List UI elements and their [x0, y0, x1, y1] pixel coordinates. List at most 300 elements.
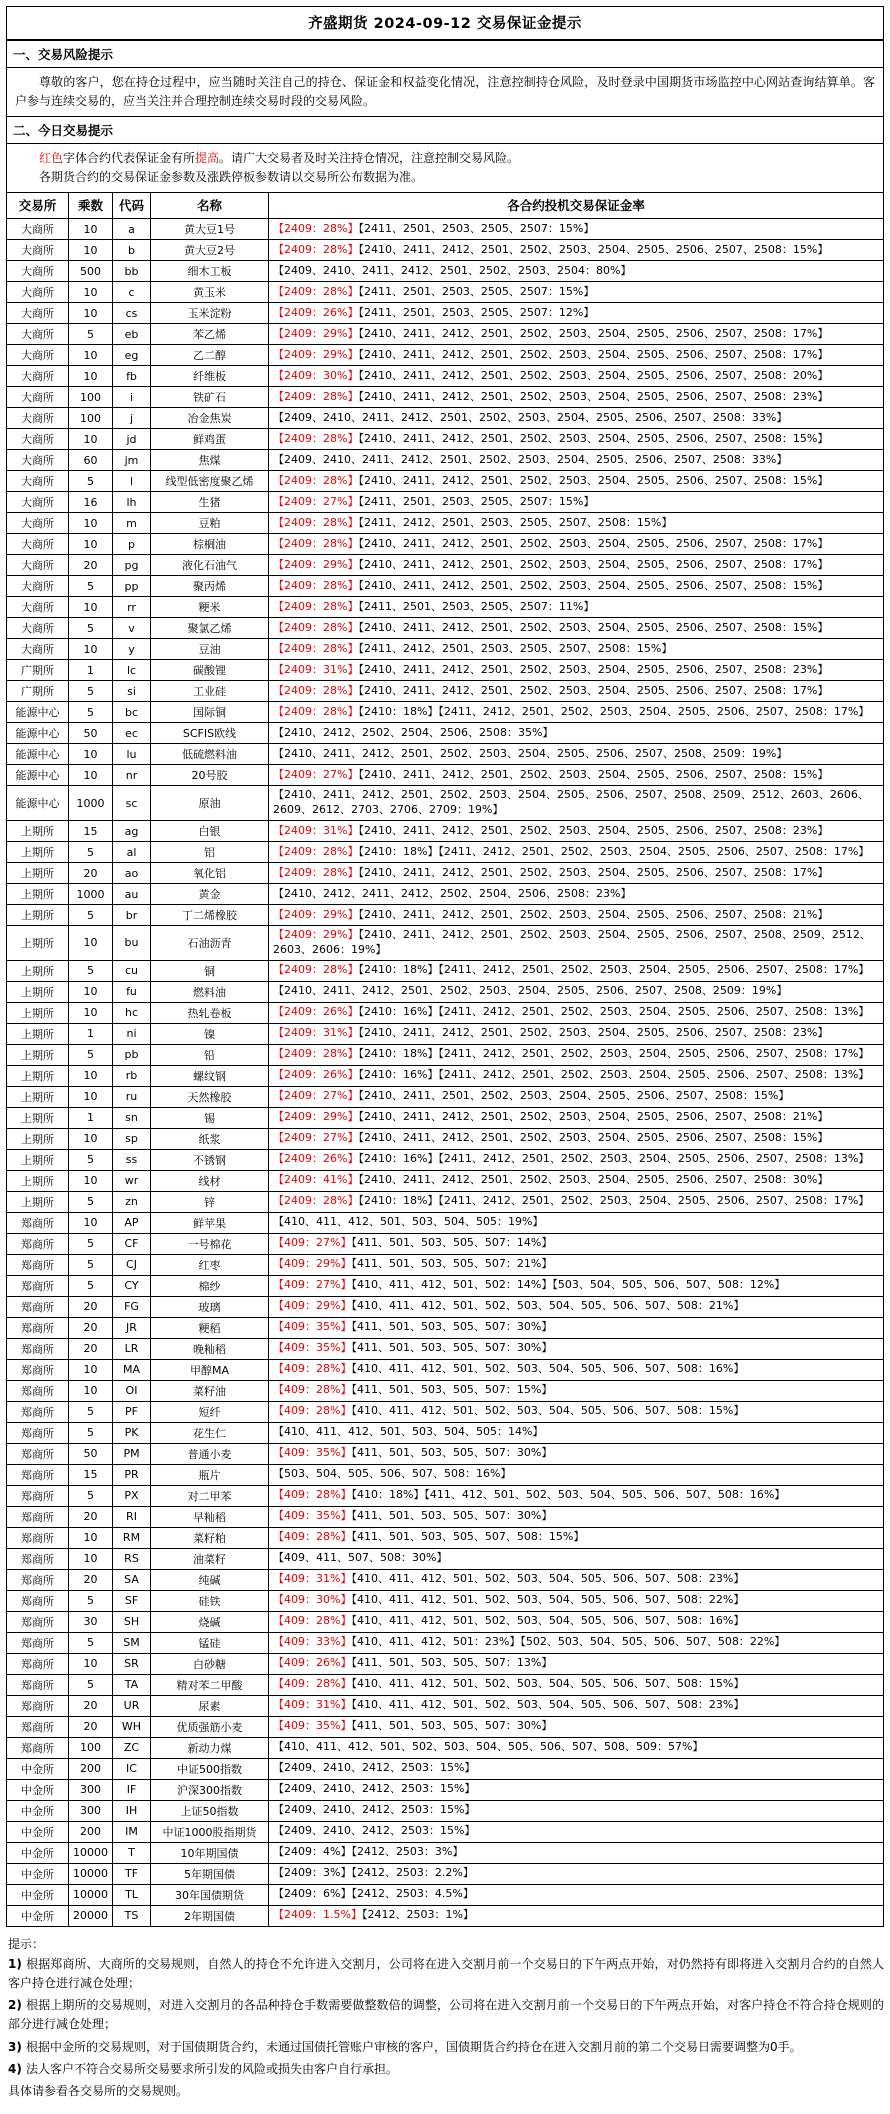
- cell-code: lu: [113, 744, 151, 765]
- rate-text: [273, 1215, 543, 1228]
- rate-increased: 【2409：28%】: [273, 284, 359, 298]
- rate-text: [273, 1572, 744, 1585]
- table-row: [7, 1821, 884, 1842]
- cell-code: ru: [113, 1086, 151, 1107]
- footer-item-number: 1): [8, 1956, 27, 1971]
- cell-name: 玻璃: [151, 1296, 269, 1317]
- table-row: [7, 1401, 884, 1422]
- risk-heading: 一、交易风险提示: [7, 41, 884, 68]
- cell-multiplier: 5: [69, 1401, 113, 1422]
- rate-normal: 【2410、2412、2411、2412、2502、2504、2506、2508：23%】: [273, 886, 632, 900]
- cell-rate: [269, 1275, 884, 1296]
- cell-multiplier: 5: [69, 1590, 113, 1611]
- cell-code: IF: [113, 1779, 151, 1800]
- cell-exchange: 大商所: [7, 345, 69, 366]
- footer-item: [8, 1955, 884, 1993]
- cell-exchange: 大商所: [7, 597, 69, 618]
- rate-increased: 【409：33%】: [273, 1635, 352, 1649]
- cell-multiplier: 5: [69, 324, 113, 345]
- footer-item-number: 3): [8, 2039, 27, 2054]
- cell-multiplier: 10: [69, 1212, 113, 1233]
- cell-exchange: 中金所: [7, 1863, 69, 1884]
- rate-text: [273, 1383, 552, 1396]
- cell-rate: [269, 1359, 884, 1380]
- cell-name: 瓶片: [151, 1464, 269, 1485]
- table-row: [7, 1611, 884, 1632]
- cell-code: wr: [113, 1170, 151, 1191]
- table-row: [7, 926, 884, 961]
- rate-text: [273, 1488, 785, 1501]
- cell-exchange: 上期所: [7, 884, 69, 905]
- cell-name: 花生仁: [151, 1422, 269, 1443]
- cell-exchange: 能源中心: [7, 744, 69, 765]
- cell-multiplier: 300: [69, 1779, 113, 1800]
- cell-code: RM: [113, 1527, 151, 1548]
- rate-increased: 【409：35%】: [273, 1341, 352, 1355]
- cell-multiplier: 20: [69, 1506, 113, 1527]
- cell-rate: [269, 1737, 884, 1758]
- rate-text: [273, 495, 594, 508]
- rate-increased: 【409：30%】: [273, 1593, 352, 1607]
- cell-code: IH: [113, 1800, 151, 1821]
- cell-name: 玉米淀粉: [151, 303, 269, 324]
- rate-increased: 【409：26%】: [273, 1656, 352, 1670]
- cell-exchange: 郑商所: [7, 1464, 69, 1485]
- cell-rate: [269, 429, 884, 450]
- cell-code: FG: [113, 1296, 151, 1317]
- rate-text: [273, 768, 828, 781]
- cell-exchange: 能源中心: [7, 702, 69, 723]
- cell-code: UR: [113, 1695, 151, 1716]
- rate-increased: 【2409：28%】: [273, 473, 359, 487]
- table-row: [7, 555, 884, 576]
- cell-rate: [269, 618, 884, 639]
- cell-exchange: 郑商所: [7, 1338, 69, 1359]
- rate-text: [273, 285, 594, 298]
- cell-multiplier: 5: [69, 1254, 113, 1275]
- cell-exchange: 上期所: [7, 1002, 69, 1023]
- rate-increased: 【409：31%】: [273, 1572, 352, 1586]
- rate-normal: 【410、411、412、501、502：14%】【503、504、505、506、507、508：12%】: [351, 1278, 786, 1292]
- rate-increased: 【2409：26%】: [273, 1068, 359, 1082]
- cell-multiplier: 5: [69, 576, 113, 597]
- risk-paragraph: 尊敬的客户，您在持仓过程中，应当随时关注自己的持仓、保证金和权益变化情况，注意控制持仓风险，及时登录中国期货市场监控中心网站查询结算单。客户参与连续交易的，应当关注并合理控制连续交易时段的交易风险。: [15, 75, 875, 108]
- cell-exchange: 大商所: [7, 639, 69, 660]
- cell-multiplier: 100: [69, 387, 113, 408]
- cell-multiplier: 10: [69, 303, 113, 324]
- cell-multiplier: 10: [69, 926, 113, 961]
- rate-text: [273, 1425, 543, 1438]
- rate-normal: 【410、411、412、501、502、503、504、505、506、507、508、509：57%】: [273, 1740, 704, 1754]
- cell-rate: [269, 1149, 884, 1170]
- cell-code: jm: [113, 450, 151, 471]
- table-row: [7, 1170, 884, 1191]
- cell-rate: [269, 842, 884, 863]
- rate-text: [273, 866, 828, 879]
- rate-normal: 【411、501、503、505、507：13%】: [351, 1656, 553, 1670]
- cell-name: 硅铁: [151, 1590, 269, 1611]
- rate-text: [273, 1824, 475, 1837]
- rate-normal: 【411、501、503、505、507、508：15%】: [351, 1530, 585, 1544]
- cell-rate: [269, 1674, 884, 1695]
- cell-exchange: 大商所: [7, 618, 69, 639]
- rate-normal: 【2410：18%】【2411、2412、2501、2502、2503、2504、2505、2506、2507、2508：17%】: [358, 1194, 870, 1208]
- cell-code: IM: [113, 1821, 151, 1842]
- rate-normal: 【2410、2411、2412、2501、2502、2503、2504、2505、2506、2507、2508：15%】: [358, 242, 829, 256]
- rate-increased: 【409：28%】: [273, 1404, 352, 1418]
- cell-name: 尿素: [151, 1695, 269, 1716]
- cell-multiplier: 10: [69, 219, 113, 240]
- rate-text: [273, 1866, 474, 1879]
- rate-normal: 【2410、2411、2412、2501、2502、2503、2504、2505、2506、2507、2508、2509：19%】: [273, 746, 788, 760]
- rate-text: [273, 824, 828, 837]
- cell-code: T: [113, 1842, 151, 1863]
- cell-code: ss: [113, 1149, 151, 1170]
- rate-normal: 【2409、2410、2412、2503：15%】: [273, 1782, 476, 1796]
- rate-text: [273, 1446, 552, 1459]
- rate-normal: 【2410、2411、2412、2501、2502、2503、2504、2505、2506、2507、2508：23%】: [358, 389, 829, 403]
- rate-increased: 【409：28%】: [273, 1614, 352, 1628]
- rate-text: [273, 579, 828, 592]
- rate-text: [273, 1467, 511, 1480]
- cell-exchange: 上期所: [7, 905, 69, 926]
- rate-normal: 【2410、2411、2412、2501、2502、2503、2504、2505、2506、2507、2508：23%】: [358, 1026, 829, 1040]
- cell-code: si: [113, 681, 151, 702]
- rate-normal: 【411、501、503、505、507：30%】: [351, 1719, 553, 1733]
- table-row: [7, 492, 884, 513]
- table-row: [7, 261, 884, 282]
- today-line1-tail: 。请广大交易者及时关注持仓情况，注意控制交易风险。: [219, 151, 520, 166]
- cell-multiplier: 5: [69, 702, 113, 723]
- cell-rate: [269, 1002, 884, 1023]
- cell-multiplier: 200: [69, 1758, 113, 1779]
- cell-rate: [269, 1233, 884, 1254]
- cell-exchange: 上期所: [7, 1086, 69, 1107]
- rate-normal: 【2410：16%】【2411、2412、2501、2502、2503、2504、2505、2506、2507、2508：13%】: [358, 1068, 870, 1082]
- rate-text: [273, 348, 828, 361]
- cell-name: 对二甲苯: [151, 1485, 269, 1506]
- table-row: [7, 884, 884, 905]
- cell-rate: [269, 1338, 884, 1359]
- cell-multiplier: 10: [69, 345, 113, 366]
- rate-normal: 【2410、2411、2412、2501、2502、2503、2504、2505、2506、2507、2508：23%】: [358, 823, 829, 837]
- cell-name: 鲜鸡蛋: [151, 429, 269, 450]
- rate-text: [273, 908, 828, 921]
- cell-rate: [269, 1653, 884, 1674]
- rate-increased: 【2409：26%】: [273, 305, 359, 319]
- col-name: 名称: [151, 193, 269, 219]
- rate-normal: 【2409、2410、2412、2503：15%】: [273, 1761, 476, 1775]
- table-row: [7, 863, 884, 884]
- cell-name: 原油: [151, 786, 269, 821]
- cell-multiplier: 5: [69, 1191, 113, 1212]
- table-row: [7, 1212, 884, 1233]
- rate-increased: 【2409：28%】: [273, 620, 359, 634]
- rate-normal: 【2409、2410、2411、2412、2501、2502、2503、2504、2505、2506、2507、2508：33%】: [273, 410, 788, 424]
- cell-rate: [269, 366, 884, 387]
- cell-code: JR: [113, 1317, 151, 1338]
- rate-normal: 【2410、2411、2412、2501、2502、2503、2504、2505、2506、2507、2508：21%】: [358, 907, 829, 921]
- rate-text: [273, 747, 787, 760]
- cell-name: 黄大豆1号: [151, 219, 269, 240]
- rate-text: [273, 1026, 828, 1039]
- rate-normal: 【2410、2411、2412、2501、2502、2503、2504、2505、2506、2507、2508：17%】: [358, 326, 829, 340]
- rate-text: [273, 1005, 869, 1018]
- table-row: [7, 1359, 884, 1380]
- rate-increased: 【2409：31%】: [273, 662, 359, 676]
- cell-multiplier: 10: [69, 534, 113, 555]
- cell-rate: [269, 1401, 884, 1422]
- cell-rate: [269, 1317, 884, 1338]
- cell-rate: [269, 905, 884, 926]
- rate-normal: 【411、501、503、505、507：14%】: [351, 1236, 553, 1250]
- cell-code: sp: [113, 1128, 151, 1149]
- cell-code: SH: [113, 1611, 151, 1632]
- footer-item-text: 根据郑商所、大商所的交易规则，自然人的持仓不允许进入交割月，公司将在进入交割月前一个交易日的下午两点开始，对仍然持有即将进入交割月合约的自然人客户持仓进行减仓处理；: [8, 1956, 885, 1990]
- cell-rate: [269, 926, 884, 961]
- cell-multiplier: 20: [69, 1338, 113, 1359]
- cell-name: 5年期国债: [151, 1863, 269, 1884]
- cell-multiplier: 10: [69, 981, 113, 1002]
- rate-text: [273, 1320, 552, 1333]
- cell-multiplier: 50: [69, 1443, 113, 1464]
- footer-item-text: 法人客户不符合交易所交易要求所引发的风险或损失由客户自行承担。: [26, 2061, 399, 2076]
- rate-normal: 【2410、2411、2412、2501、2502、2503、2504、2505、2506、2507、2508：15%】: [358, 620, 829, 634]
- rate-normal: 【2410、2411、2412、2501、2502、2503、2504、2505、2506、2507、2508：17%】: [358, 536, 829, 550]
- cell-code: c: [113, 282, 151, 303]
- cell-name: 天然橡胶: [151, 1086, 269, 1107]
- cell-exchange: 上期所: [7, 1107, 69, 1128]
- rate-text: [273, 390, 828, 403]
- cell-exchange: 能源中心: [7, 786, 69, 821]
- footer-item: [8, 1996, 884, 2034]
- cell-code: ec: [113, 723, 151, 744]
- cell-code: LR: [113, 1338, 151, 1359]
- table-row: [7, 702, 884, 723]
- cell-code: eb: [113, 324, 151, 345]
- rate-text: [273, 1782, 475, 1795]
- cell-rate: [269, 1128, 884, 1149]
- table-row: [7, 1128, 884, 1149]
- table-row: [7, 1149, 884, 1170]
- cell-code: ni: [113, 1023, 151, 1044]
- cell-exchange: 上期所: [7, 926, 69, 961]
- cell-code: PX: [113, 1485, 151, 1506]
- rate-normal: 【411、501、503、505、507：21%】: [351, 1257, 553, 1271]
- cell-name: 豆粕: [151, 513, 269, 534]
- rate-normal: 【503、504、505、506、507、508：16%】: [273, 1467, 512, 1481]
- rate-normal: 【410、411、412、501、503、504、505：19%】: [273, 1215, 544, 1229]
- footer-item-text: 根据中金所的交易规则，对于国债期货合约，未通过国债托管账户审核的客户，国债期货合约持仓在进入交割月前的第二个交易日需要调整为0手。: [26, 2039, 802, 2054]
- cell-name: 石油沥青: [151, 926, 269, 961]
- rate-text: [273, 243, 828, 256]
- cell-rate: [269, 1632, 884, 1653]
- rate-text: [273, 845, 869, 858]
- cell-multiplier: 10: [69, 1359, 113, 1380]
- rate-text: [273, 1194, 869, 1207]
- cell-name: 粳稻: [151, 1317, 269, 1338]
- table-row: [7, 981, 884, 1002]
- cell-name: 碳酸锂: [151, 660, 269, 681]
- table-row: [7, 1380, 884, 1401]
- cell-code: p: [113, 534, 151, 555]
- cell-rate: [269, 1422, 884, 1443]
- rate-text: [273, 1845, 463, 1858]
- cell-exchange: 郑商所: [7, 1254, 69, 1275]
- cell-code: PF: [113, 1401, 151, 1422]
- cell-multiplier: 10: [69, 1380, 113, 1401]
- rate-text: [273, 1173, 828, 1186]
- rate-normal: 【2410、2411、2412、2501、2502、2503、2504、2505、2506、2507、2508：23%】: [358, 662, 829, 676]
- rate-increased: 【2409：28%】: [273, 704, 359, 718]
- cell-code: CJ: [113, 1254, 151, 1275]
- table-row: [7, 1737, 884, 1758]
- cell-multiplier: 100: [69, 408, 113, 429]
- rate-text: [273, 621, 828, 634]
- rate-increased: 【2409：28%】: [273, 431, 359, 445]
- cell-exchange: 郑商所: [7, 1443, 69, 1464]
- table-row: [7, 1065, 884, 1086]
- rate-increased: 【409：28%】: [273, 1362, 352, 1376]
- cell-rate: [269, 702, 884, 723]
- cell-name: 聚丙烯: [151, 576, 269, 597]
- cell-rate: [269, 1527, 884, 1548]
- cell-rate: [269, 1212, 884, 1233]
- cell-rate: [269, 1485, 884, 1506]
- cell-name: 10年期国债: [151, 1842, 269, 1863]
- table-row: [7, 1653, 884, 1674]
- cell-multiplier: 10000: [69, 1863, 113, 1884]
- cell-exchange: 郑商所: [7, 1212, 69, 1233]
- table-row: [7, 429, 884, 450]
- rate-increased: 【2409：28%】: [273, 963, 359, 977]
- cell-name: 工业硅: [151, 681, 269, 702]
- table-row: [7, 1023, 884, 1044]
- table-row: [7, 1233, 884, 1254]
- rate-text: [273, 1677, 744, 1690]
- cell-rate: [269, 450, 884, 471]
- rate-text: [273, 1593, 744, 1606]
- cell-exchange: 大商所: [7, 429, 69, 450]
- table-row: [7, 1086, 884, 1107]
- rate-increased: 【2409：30%】: [273, 368, 359, 382]
- table-row: [7, 1527, 884, 1548]
- cell-name: 普通小麦: [151, 1443, 269, 1464]
- cell-rate: [269, 1191, 884, 1212]
- cell-name: 焦煤: [151, 450, 269, 471]
- cell-name: 国际铜: [151, 702, 269, 723]
- table-row: [7, 282, 884, 303]
- rate-normal: 【2410、2411、2412、2501、2502、2503、2504、2505、2506、2507、2508：17%】: [358, 347, 829, 361]
- cell-name: 铁矿石: [151, 387, 269, 408]
- rate-normal: 【410、411、412、501、502、503、504、505、506、507、508：23%】: [351, 1698, 745, 1712]
- rate-increased: 【2409：31%】: [273, 1026, 359, 1040]
- rate-increased: 【409：35%】: [273, 1320, 352, 1334]
- cell-name: 优质强筋小麦: [151, 1716, 269, 1737]
- cell-exchange: 上期所: [7, 1191, 69, 1212]
- cell-exchange: 上期所: [7, 981, 69, 1002]
- cell-multiplier: 5: [69, 1422, 113, 1443]
- rate-text: [273, 1068, 869, 1081]
- cell-exchange: 广期所: [7, 660, 69, 681]
- cell-rate: [269, 960, 884, 981]
- cell-code: CF: [113, 1233, 151, 1254]
- table-row: [7, 786, 884, 821]
- table-row: [7, 1800, 884, 1821]
- cell-code: TA: [113, 1674, 151, 1695]
- cell-rate: [269, 408, 884, 429]
- table-row: [7, 1338, 884, 1359]
- cell-exchange: 大商所: [7, 366, 69, 387]
- table-row: [7, 450, 884, 471]
- cell-rate: [269, 1695, 884, 1716]
- cell-name: 棕榈油: [151, 534, 269, 555]
- table-body: [7, 219, 884, 1926]
- cell-rate: [269, 1506, 884, 1527]
- cell-name: 黄金: [151, 884, 269, 905]
- cell-rate: [269, 282, 884, 303]
- cell-exchange: 上期所: [7, 1128, 69, 1149]
- rate-normal: 【410、411、412、501、502、503、504、505、506、507、508：15%】: [351, 1404, 745, 1418]
- cell-name: 液化石油气: [151, 555, 269, 576]
- cell-code: sc: [113, 786, 151, 821]
- rate-increased: 【2409：27%】: [273, 767, 359, 781]
- rate-normal: 【2410、2411、2412、2501、2502、2503、2504、2505、2506、2507、2508：15%】: [358, 767, 829, 781]
- table-row: [7, 1443, 884, 1464]
- cell-exchange: 大商所: [7, 261, 69, 282]
- cell-exchange: 郑商所: [7, 1653, 69, 1674]
- rate-increased: 【409：28%】: [273, 1530, 352, 1544]
- rate-increased: 【2409：31%】: [273, 823, 359, 837]
- rate-text: [273, 432, 828, 445]
- rate-increased: 【409：28%】: [273, 1488, 352, 1502]
- cell-name: 氧化铝: [151, 863, 269, 884]
- table-row: [7, 1254, 884, 1275]
- cell-name: 线型低密度聚乙烯: [151, 471, 269, 492]
- rate-text: [273, 306, 594, 319]
- rate-normal: 【2412、2503：1%】: [361, 1908, 474, 1922]
- cell-exchange: 郑商所: [7, 1527, 69, 1548]
- cell-name: 2年期国债: [151, 1905, 269, 1926]
- cell-rate: [269, 681, 884, 702]
- cell-multiplier: 5: [69, 1674, 113, 1695]
- rate-normal: 【2411、2501、2503、2505、2507：11%】: [358, 599, 595, 613]
- cell-exchange: 大商所: [7, 471, 69, 492]
- table-row: [7, 1506, 884, 1527]
- cell-multiplier: 100: [69, 1737, 113, 1758]
- cell-code: OI: [113, 1380, 151, 1401]
- rate-increased: 【409：31%】: [273, 1698, 352, 1712]
- cell-rate: [269, 1170, 884, 1191]
- cell-multiplier: 1000: [69, 884, 113, 905]
- cell-exchange: 上期所: [7, 1044, 69, 1065]
- cell-name: 不锈钢: [151, 1149, 269, 1170]
- today-line-1: [15, 149, 875, 168]
- rate-increased: 【2409：29%】: [273, 347, 359, 361]
- cell-name: 20号胶: [151, 765, 269, 786]
- cell-name: 苯乙烯: [151, 324, 269, 345]
- col-code: 代码: [113, 193, 151, 219]
- table-row: [7, 1569, 884, 1590]
- cell-rate: [269, 821, 884, 842]
- cell-exchange: 大商所: [7, 513, 69, 534]
- cell-exchange: 郑商所: [7, 1401, 69, 1422]
- cell-multiplier: 200: [69, 1821, 113, 1842]
- table-row: [7, 1716, 884, 1737]
- rate-normal: 【2409、2410、2412、2503：15%】: [273, 1803, 476, 1817]
- cell-code: SA: [113, 1569, 151, 1590]
- cell-rate: [269, 597, 884, 618]
